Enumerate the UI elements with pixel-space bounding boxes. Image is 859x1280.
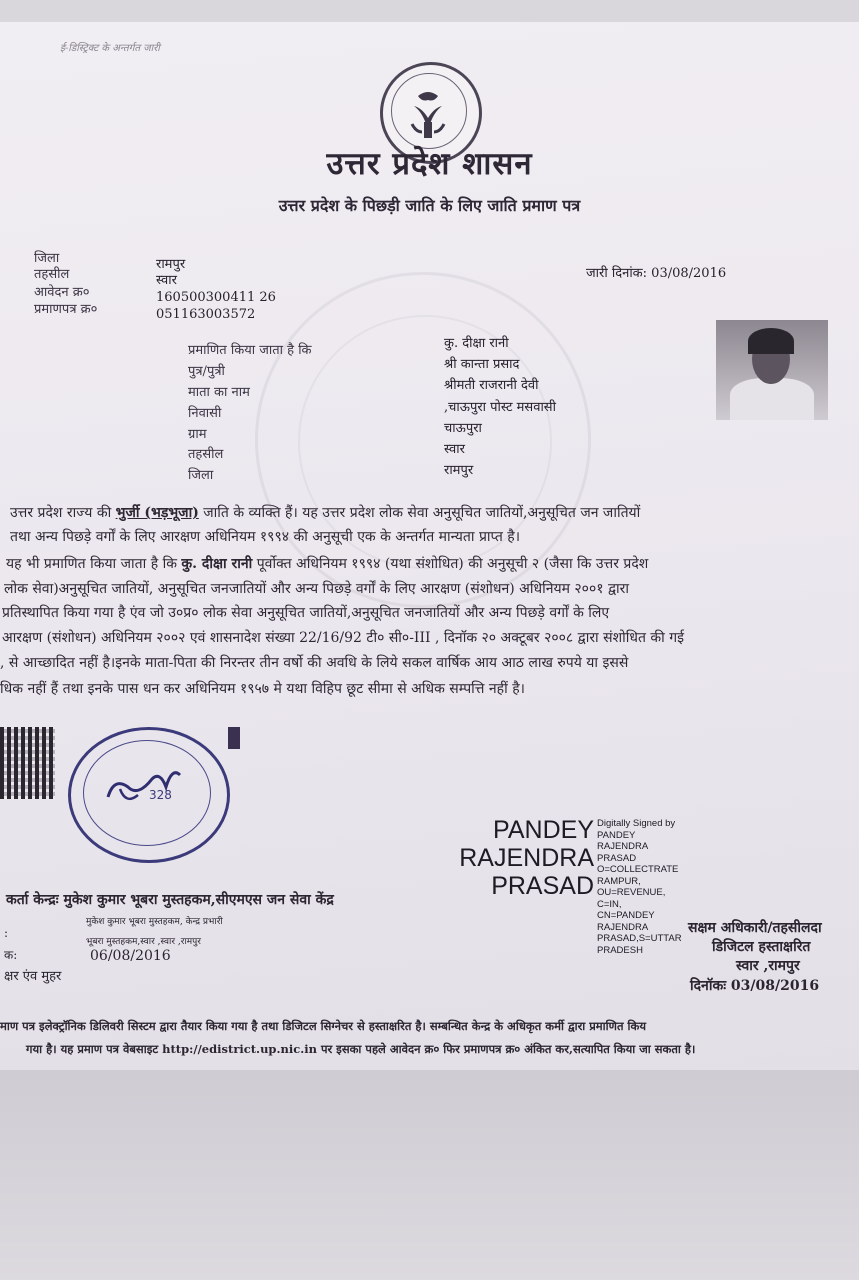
detail-value-mother: श्रीमती राजरानी देवी bbox=[444, 378, 539, 393]
applicant-photo bbox=[716, 320, 828, 420]
detail-value-name: कु. दीक्षा रानी bbox=[444, 336, 509, 351]
detail-label-resident: निवासी bbox=[188, 406, 222, 421]
detail-value-district: रामपुर bbox=[444, 463, 474, 478]
signer-name-line-1: PANDEY bbox=[493, 816, 594, 844]
detail-value-resident: ,चाऊपुरा पोस्ट मसवासी bbox=[444, 400, 556, 415]
para2-line1: यह भी प्रमाणित किया जाता है कि कु. दीक्षा रानी पूर्वोक्त अधिनियम १९९४ (यथा संशोधित) की अनुसूची २ (जैसा कि उत्तर प्रदेश bbox=[6, 556, 649, 572]
para1-line1: उत्तर प्रदेश राज्य की भुर्जी (भड़भूजा) जाति के व्यक्ति हैं। यह उत्तर प्रदेश लोक सेवा अनुसूचित जातियों,अनुसूचित जन जातियों bbox=[10, 505, 641, 521]
detail-label-district: जिला bbox=[188, 468, 214, 483]
para2-line4: आरक्षण (संशोधन) अधिनियम २००२ एवं शासनादेश संख्या 22/16/92 टी० सी०-III , दिनॉक २० अक्टूबर २००८ द्वारा संशोधित की गई bbox=[2, 630, 684, 646]
para1-line2: तथा अन्य पिछड़े वर्गों के लिए आरक्षण अधिनियम १९९४ की अनुसूची एक के अन्तर्गत मान्यता प्राप्त है। bbox=[10, 529, 521, 545]
authority-digital: डिजिटल हस्ताक्षरित bbox=[712, 939, 811, 955]
certificate-paper: ई-डिस्ट्रिक्ट के अन्तर्गत जारी उत्तर प्रदेश शासन उत्तर प्रदेश के पिछड़ी जाति के लिए जाति प्रमाण पत्र जिला रामपुर तहसील स्वार आवेदन क्र० 160500300411 26 प्रमाणपत्र क्र० 051163003572 जारी दिनांक: 03/08/2016 प्रमाणित किया जाता है कि कु. दीक्षा रानी पुत्र/पुत्री श्री कान्ता प्रसाद माता का नाम श्रीमती राजरानी देवी निवासी ,चाऊपुरा पोस्ट मसवासी ग्राम चाऊपुरा तहसील स्वार जिला रामपुर उत्तर प्रदेश राज्य की भुर्जी (भड़भूजा) जाति के व्यक्ति हैं। यह उत्तर प्रदेश लोक सेवा अनुसूचित जातियों,अनुसूचित जन जातियों तथा अन्य पिछड़े वर्गों के लिए आरक्षण अधिनियम १९९४ की अनुसूची एक के अन्तर्गत मान्यता प्राप्त है। यह भी प्रमाणित किया जाता है कि कु. दीक्षा रानी पूर्वोक्त अधिनियम १९९४ (यथा संशोधित) की अनुसूची २ (जैसा कि उत्तर प्रदेश लोक सेवा)अनुसूचित जातियों, अनुसूचित जनजातियों और अन्य पिछड़े वर्गों के लिए आरक्षण (संशोधन) अधिनियम २००१ द्वारा प्रतिस्थापित किया गया है एंव जो उ०प्र० लोक सेवा अनुसूचित जातियों,अनुसूचित जनजातियों और अन्य पिछड़े वर्गों के लिए आरक्षण (संशोधन) अधिनियम २००२ एवं शासनादेश संख्या 22/16/92 टी० सी०-III , दिनॉक २० अक्टूबर २००८ द्वारा संशोधित की गई , से आच्छादित नहीं है।इनके माता-पिता की निरन्तर तीन वर्षो की अवधि के लिये सकल वार्षिक आय आठ लाख रुपये या इससे धिक नहीं हैं तथा इनके पास धन कर अधिनियम १९५७ मे यथा विहिप छूट सीमा से अधिक सम्पत्ति नहीं है। 328 PANDEY RAJENDRA PRASAD Digitally Signed by PANDEY RAJENDRA PRASAD O=COLLECTRATE RAMPUR, OU=REVENUE, C=IN, CN=PANDEY RAJENDRA PRASAD,S=UTTAR PRADESH कर्ता केन्द्रः मुकेश कुमार भूबरा मुस्तहकम,सीएमएस जन सेवा केंद्र मुकेश कुमार भूबरा मुस्तहकम, केन्द्र प्रभारी : भूबरा मुस्तहकम,स्वार ,स्वार ,रामपुर क: 06/08/2016 क्षर एंव मुहर सक्षम अधिकारी/तहसीलदा डिजिटल हस्ताक्षरित स्वार ,रामपुर दिनॉकः 03/08/2016 माण पत्र इलेक्ट्रॉनिक डिलिवरी सिस्टम द्वारा तैयार किया गया है तथा डिजिटल सिग्नेचर से हस्ताक्षरित है। सम्बन्धित केन्द्र के अधिकृत कर्मी द्वारा प्रमाणित किय गया है। यह प्रमाण पत्र वेबसाइट http://edistrict.up.nic.in पर इसका पहले आवेदन क्र० फिर प्रमाणपत्र क्र० अंकित कर,सत्यापित किया जा सकता है। bbox=[0, 22, 859, 1070]
background-surface bbox=[0, 1070, 859, 1280]
meta-label-certificate-no: प्रमाणपत्र क्र० bbox=[34, 302, 98, 317]
meta-value-tehsil: स्वार bbox=[156, 273, 177, 288]
meta-label-application-no: आवेदन क्र० bbox=[34, 285, 90, 300]
signer-name-block bbox=[440, 816, 594, 900]
service-center: कर्ता केन्द्रः मुकेश कुमार भूबरा मुस्तहकम,सीएमएस जन सेवा केंद्र bbox=[6, 892, 334, 908]
service-center-name: मुकेश कुमार भूबरा मुस्तहकम,सीएमएस जन सेवा केंद्र bbox=[63, 892, 334, 908]
authority-place: स्वार ,रामपुर bbox=[736, 958, 800, 974]
detail-label-child-of: पुत्र/पुत्री bbox=[188, 364, 225, 379]
meta-value-certificate-no: 051163003572 bbox=[156, 307, 256, 322]
para2-line2: लोक सेवा)अनुसूचित जातियों, अनुसूचित जनजातियों और अन्य पिछड़े वर्गों के लिए आरक्षण (संशोधन) अधिनियम २००१ द्वारा bbox=[4, 581, 630, 597]
center-operator: मुकेश कुमार भूबरा मुस्तहकम, केन्द्र प्रभारी bbox=[86, 917, 223, 927]
digital-signature-details: Digitally Signed by PANDEY RAJENDRA PRASAD O=COLLECTRATE RAMPUR, OU=REVENUE, C=IN, CN=PANDEY RAJENDRA PRASAD,S=UTTAR PRADESH bbox=[597, 818, 682, 956]
detail-label-certified: प्रमाणित किया जाता है कि bbox=[188, 343, 312, 358]
center-date: 06/08/2016 bbox=[90, 948, 171, 964]
applicant-name-inline: कु. दीक्षा रानी bbox=[181, 556, 253, 572]
footer-line1: माण पत्र इलेक्ट्रॉनिक डिलिवरी सिस्टम द्वारा तैयार किया गया है तथा डिजिटल सिग्नेचर से हस्ताक्षरित है। सम्बन्धित केन्द्र के अधिकृत कर्मी द्वारा प्रमाणित किय bbox=[0, 1019, 646, 1033]
detail-label-tehsil: तहसील bbox=[188, 447, 224, 462]
page-subtitle: उत्तर प्रदेश के पिछड़ी जाति के लिए जाति प्रमाण पत्र bbox=[278, 196, 581, 215]
center-address: भूबरा मुस्तहकम,स्वार ,स्वार ,रामपुर bbox=[86, 937, 201, 947]
authority-date: दिनॉकः 03/08/2016 bbox=[690, 978, 820, 994]
meta-value-district: रामपुर bbox=[156, 257, 186, 272]
official-stamp bbox=[68, 727, 230, 863]
para2-line5: , से आच्छादित नहीं है।इनके माता-पिता की निरन्तर तीन वर्षो की अवधि के लिये सकल वार्षिक आय आठ लाख रुपये या इससे bbox=[0, 655, 629, 671]
top-note: ई-डिस्ट्रिक्ट के अन्तर्गत जारी bbox=[60, 43, 160, 54]
para2-line6: धिक नहीं हैं तथा इनके पास धन कर अधिनियम १९५७ मे यथा विहिप छूट सीमा से अधिक सम्पत्ति नहीं है। bbox=[0, 681, 525, 697]
meta-label-district: जिला bbox=[34, 251, 60, 266]
signer-name-line-2: RAJENDRA bbox=[459, 844, 594, 872]
issue-date: जारी दिनांक: 03/08/2016 bbox=[586, 266, 727, 281]
para2-line3: प्रतिस्थापित किया गया है एंव जो उ०प्र० लोक सेवा अनुसूचित जातियों,अनुसूचित जनजातियों और अन्य पिछड़े वर्गों के लिए bbox=[2, 605, 610, 621]
meta-label-tehsil: तहसील bbox=[34, 267, 70, 282]
detail-value-village: चाऊपुरा bbox=[444, 421, 482, 436]
stamp-number: 328 bbox=[149, 788, 172, 802]
detail-label-mother: माता का नाम bbox=[188, 385, 250, 400]
meta-value-application-no: 160500300411 26 bbox=[156, 290, 276, 305]
caste-name: भुर्जी (भड़भूजा) bbox=[115, 505, 199, 521]
authority-title: सक्षम अधिकारी/तहसीलदा bbox=[688, 920, 822, 936]
detail-value-father: श्री कान्ता प्रसाद bbox=[444, 357, 520, 372]
signer-name-line-3: PRASAD bbox=[491, 872, 594, 900]
page-title: उत्तर प्रदेश शासन bbox=[326, 146, 533, 182]
footer-line2: गया है। यह प्रमाण पत्र वेबसाइट http://edistrict.up.nic.in पर इसका पहले आवेदन क्र० फिर प्रमाणपत्र क्र० अंकित कर,सत्यापित किया जा सकता है। bbox=[26, 1042, 696, 1056]
detail-value-tehsil: स्वार bbox=[444, 442, 465, 457]
qr-code bbox=[0, 727, 55, 799]
signature-seal-label: क्षर एंव मुहर bbox=[4, 969, 62, 984]
detail-label-village: ग्राम bbox=[188, 427, 207, 442]
qr-fragment bbox=[228, 727, 240, 749]
